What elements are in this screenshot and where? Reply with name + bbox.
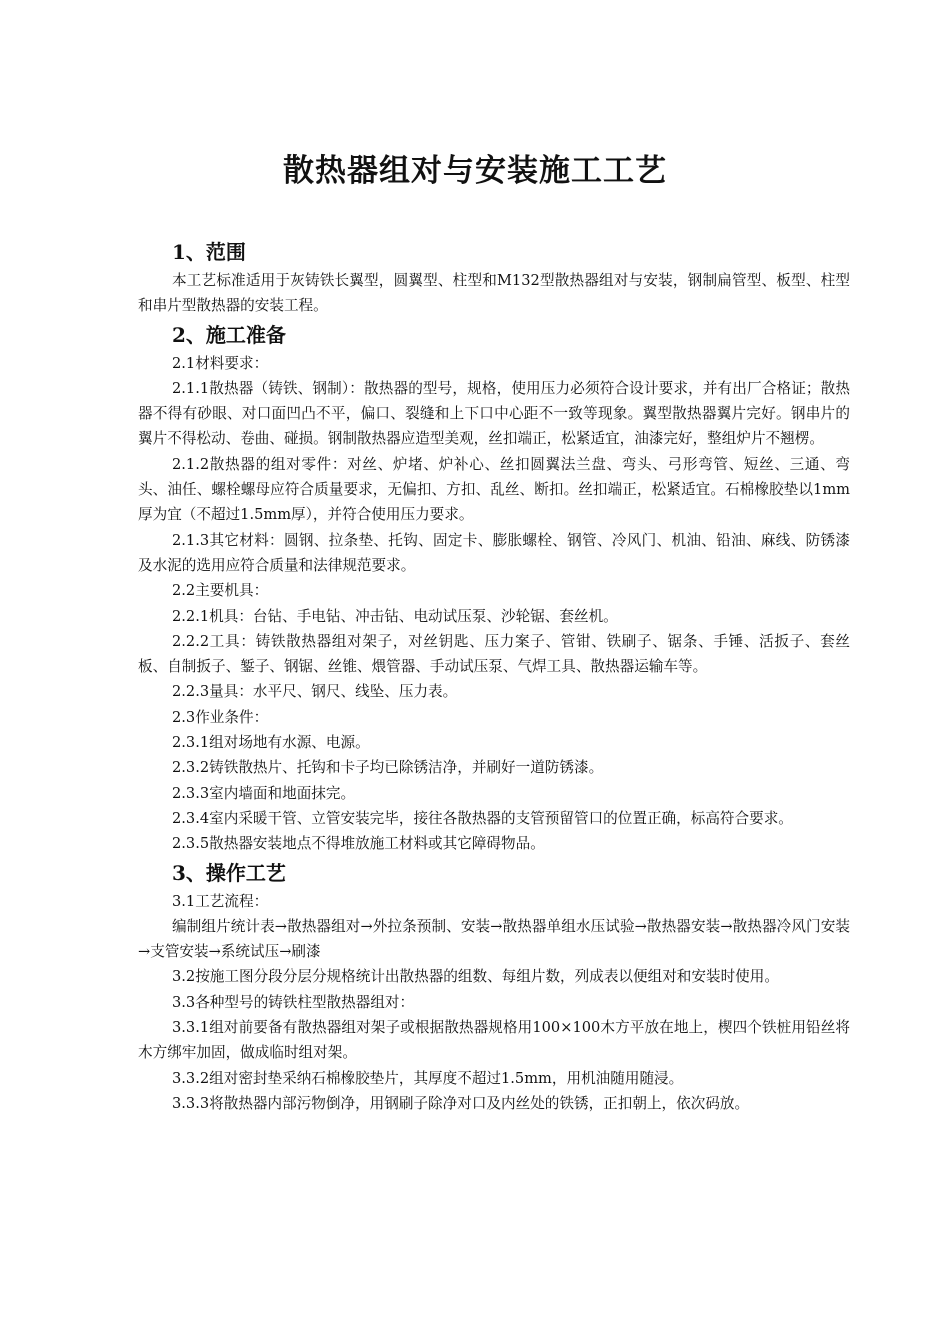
paragraph: 2.2.1机具：台钻、手电钻、冲击钻、电动试压泵、沙轮锯、套丝机。 bbox=[172, 607, 618, 625]
paragraph: 2.1.1散热器（铸铁、钢制）：散热器的型号，规格，使用压力必须符合设计要求，并有出厂合格证；散热器不得有砂眼、对口面凹凸不平，偏口、裂缝和上下口中心距不一致等现象。翼型散热器翼片完好。钢串片的翼片不得松动、卷曲、碰损。钢制散热器应造型美观，丝扣端正，松紧适宜，油漆完好，整组炉片不翘楞。 bbox=[138, 379, 850, 448]
paragraph: 2.3.5散热器安装地点不得堆放施工材料或其它障碍物品。 bbox=[172, 835, 545, 853]
document-body bbox=[138, 236, 850, 1116]
paragraph: 2.1.3其它材料：圆钢、拉条垫、托钩、固定卡、膨胀螺栓、钢管、冷风门、机油、铅油、麻线、防锈漆及水泥的选用应符合质量和法律规范要求。 bbox=[138, 531, 850, 574]
section-heading-scope: 1、范围 bbox=[172, 240, 246, 264]
paragraph: 2.3.3室内墙面和地面抹完。 bbox=[172, 784, 356, 802]
document-title: 散热器组对与安装施工工艺 bbox=[283, 152, 667, 189]
paragraph: 3.3.2组对密封垫采纳石棉橡胶垫片，其厚度不超过1.5mm，用机油随用随浸。 bbox=[172, 1069, 684, 1087]
paragraph: 2.3.4室内采暖干管、立管安装完毕，接往各散热器的支管预留管口的位置正确，标高符合要求。 bbox=[172, 809, 793, 827]
paragraph: 2.1材料要求： bbox=[172, 354, 269, 372]
paragraph: 2.2.2工具：铸铁散热器组对架子，对丝钥匙、压力案子、管钳、铁刷子、锯条、手锤、活扳子、套丝板、自制扳子、錾子、钢锯、丝锥、煨管器、手动试压泵、气焊工具、散热器运输车等。 bbox=[138, 632, 850, 676]
paragraph: 本工艺标准适用于灰铸铁长翼型，圆翼型、柱型和M132型散热器组对与安装，钢制扁管型、板型、柱型和串片型散热器的安装工程。 bbox=[138, 272, 850, 315]
paragraph: 2.2主要机具： bbox=[172, 582, 269, 600]
paragraph: 编制组片统计表→散热器组对→外拉条预制、安装→散热器单组水压试验→散热器安装→散热器冷风门安装→支管安装→系统试压→刷漆 bbox=[138, 917, 850, 961]
paragraph: 3.3.1组对前要备有散热器组对架子或根据散热器规格用100×100木方平放在地上，楔四个铁桩用铅丝将木方绑牢加固，做成临时组对架。 bbox=[138, 1019, 850, 1062]
section-heading-preparation: 2、施工准备 bbox=[172, 322, 286, 347]
paragraph: 2.3作业条件： bbox=[172, 708, 269, 726]
paragraph: 2.3.1组对场地有水源、电源。 bbox=[172, 734, 370, 752]
paragraph: 3.3各种型号的铸铁柱型散热器组对： bbox=[172, 993, 415, 1011]
section-heading-operation: 3、操作工艺 bbox=[172, 860, 286, 885]
paragraph: 3.2按施工图分段分层分规格统计出散热器的组数、每组片数，列成表以便组对和安装时使用。 bbox=[172, 968, 779, 986]
paragraph: 3.3.3将散热器内部污物倒净，用钢刷子除净对口及内丝处的铁锈，正扣朝上，依次码放。 bbox=[172, 1094, 750, 1112]
paragraph: 2.2.3量具：水平尺、钢尺、线坠、压力表。 bbox=[172, 683, 458, 701]
paragraph: 2.3.2铸铁散热片、托钩和卡子均已除锈洁净，并刷好一道防锈漆。 bbox=[172, 759, 604, 777]
paragraph: 3.1工艺流程： bbox=[172, 892, 269, 910]
paragraph: 2.1.2散热器的组对零件：对丝、炉堵、炉补心、丝扣圆翼法兰盘、弯头、弓形弯管、短丝、三通、弯头、油任、螺栓螺母应符合质量要求，无偏扣、方扣、乱丝、断扣。丝扣端正，松紧适宜。石棉橡胶垫以1mm厚为宜（不超过1.5mm厚），并符合使用压力要求。 bbox=[138, 455, 850, 524]
